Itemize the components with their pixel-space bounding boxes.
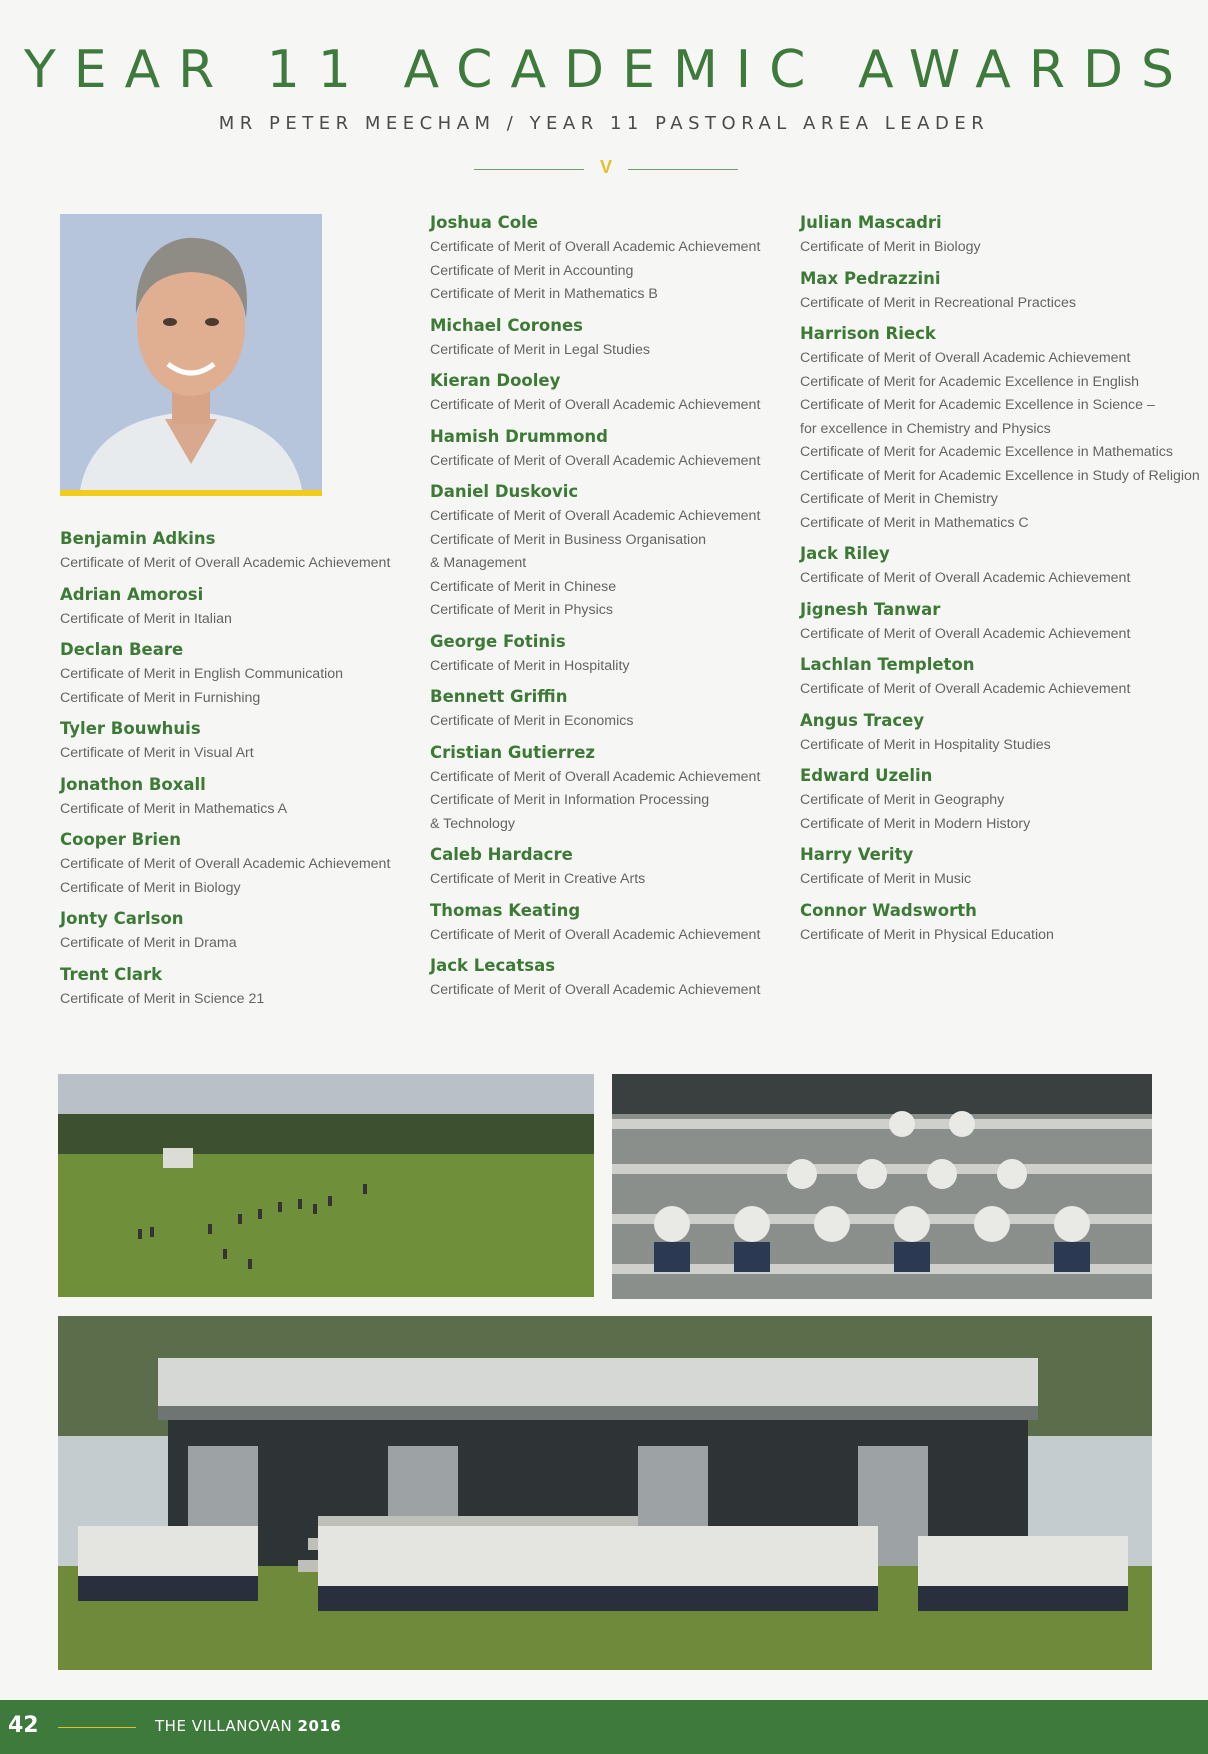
awards-column-1 <box>60 526 430 1017</box>
student-name: Jonty Carlson <box>60 909 184 928</box>
awards-column-2 <box>430 210 800 1009</box>
award-entry <box>430 684 800 734</box>
award-entry <box>800 321 1200 535</box>
student-name: Angus Tracey <box>800 710 925 730</box>
student-name: George Fotinis <box>430 631 566 651</box>
award-line: Certificate of Merit in Chemistry <box>800 491 998 507</box>
award-line: Certificate of Merit of Overall Academic Achievement <box>430 926 761 943</box>
award-line: Certificate of Merit of Overall Academic Achievement <box>800 350 1131 366</box>
student-name: Trent Clark <box>60 964 163 984</box>
student-name: Jonathon Boxall <box>60 774 206 794</box>
award-line: Certificate of Merit in Business Organisation <box>430 531 706 548</box>
award-line: Certificate of Merit in Music <box>800 871 972 887</box>
award-entry <box>800 708 1170 758</box>
student-name: Cristian Gutierrez <box>430 742 595 762</box>
award-line: Certificate of Merit in Biology <box>60 879 241 896</box>
award-line: Certificate of Merit in Information Processing <box>430 792 710 808</box>
award-entry <box>800 597 1170 647</box>
award-entry <box>800 210 1170 260</box>
award-entry <box>60 772 430 822</box>
award-entry <box>800 898 1170 948</box>
award-entry <box>60 906 430 956</box>
award-line: for excellence in Chemistry and Physics <box>800 420 1051 437</box>
award-entry <box>800 763 1170 836</box>
student-name: Bennett Griffin <box>430 687 568 706</box>
award-entry <box>60 827 430 900</box>
award-entry <box>430 740 800 837</box>
page-footer <box>0 1700 1208 1754</box>
award-line: Certificate of Merit of Overall Academic Achievement <box>430 982 761 998</box>
student-name: Jack Lecatsas <box>430 956 556 975</box>
award-entry <box>800 842 1170 892</box>
award-line: Certificate of Merit in Mathematics C <box>800 514 1029 531</box>
award-entry <box>60 526 430 576</box>
villanova-logo-icon: V <box>599 157 612 177</box>
award-line: Certificate of Merit for Academic Excellence in English <box>800 373 1140 390</box>
divider-line-left <box>474 169 584 170</box>
award-line: Certificate of Merit in Creative Arts <box>430 871 646 887</box>
award-line: Certificate of Merit in Mathematics B <box>430 286 658 302</box>
student-name: Connor Wadsworth <box>800 900 977 920</box>
page-number: 42 <box>8 1713 39 1738</box>
award-line: Certificate of Merit in Drama <box>60 935 237 951</box>
sports-field-photo <box>58 1074 594 1297</box>
student-name: Declan Beare <box>60 640 184 659</box>
award-line: Certificate of Merit in Hospitality <box>430 657 630 674</box>
student-name: Harrison Rieck <box>800 324 936 343</box>
award-line: Certificate of Merit in Recreational Practices <box>800 294 1076 311</box>
award-line: Certificate of Merit of Overall Academic Achievement <box>800 681 1131 697</box>
publication-name <box>155 1717 341 1735</box>
student-name: Tyler Bouwhuis <box>60 719 201 738</box>
student-name: Caleb Hardacre <box>430 845 573 864</box>
award-entry <box>430 368 800 418</box>
award-line: Certificate of Merit in Mathematics A <box>60 800 288 817</box>
award-line: Certificate of Merit of Overall Academic Achievement <box>60 555 391 571</box>
student-name: Daniel Duskovic <box>430 482 579 501</box>
student-name: Harry Verity <box>800 845 914 864</box>
award-line: Certificate of Merit of Overall Academic Achievement <box>430 239 761 255</box>
student-name: Thomas Keating <box>430 900 581 920</box>
award-line: Certificate of Merit for Academic Excellence in Science – <box>800 397 1155 413</box>
student-name: Michael Corones <box>430 315 584 335</box>
leader-portrait-photo <box>60 214 322 496</box>
award-entry <box>430 629 800 679</box>
award-entry <box>430 898 800 948</box>
award-line: Certificate of Merit of Overall Academic Achievement <box>800 625 1131 642</box>
award-line: Certificate of Merit of Overall Academic Achievement <box>430 452 761 469</box>
award-line: Certificate of Merit in Chinese <box>430 578 617 595</box>
student-name: Max Pedrazzini <box>800 268 941 288</box>
award-line: & Management <box>430 555 527 571</box>
award-entry <box>60 962 430 1012</box>
award-line: Certificate of Merit in Physical Education <box>800 926 1054 943</box>
award-line: Certificate of Merit in Legal Studies <box>430 341 651 358</box>
award-line: Certificate of Merit in Visual Art <box>60 745 254 761</box>
student-name: Adrian Amorosi <box>60 584 204 604</box>
title-divider <box>474 157 738 178</box>
student-name: Hamish Drummond <box>430 426 608 446</box>
awards-column-3 <box>800 210 1200 953</box>
award-entry <box>430 424 800 474</box>
footer-rule <box>58 1727 136 1728</box>
year-group-photo <box>58 1316 1152 1670</box>
student-name: Cooper Brien <box>60 830 181 849</box>
award-line: Certificate of Merit in Furnishing <box>60 689 261 706</box>
student-name: Benjamin Adkins <box>60 529 216 548</box>
award-entry <box>60 582 430 632</box>
award-entry <box>60 637 430 710</box>
publication-title: THE VILLANOVAN <box>155 1717 293 1735</box>
award-line: Certificate of Merit of Overall Academic Achievement <box>430 508 761 524</box>
award-line: Certificate of Merit in Science 21 <box>60 990 265 1007</box>
publication-year: 2016 <box>297 1717 342 1735</box>
award-entry <box>800 652 1170 702</box>
student-name: Jignesh Tanwar <box>800 599 941 619</box>
divider-line-right <box>628 169 738 170</box>
award-line: Certificate of Merit for Academic Excellence in Study of Religion <box>800 467 1200 484</box>
student-name: Joshua Cole <box>430 213 538 232</box>
award-line: & Technology <box>430 815 515 832</box>
award-line: Certificate of Merit in Physics <box>430 602 613 618</box>
award-line: Certificate of Merit in Biology <box>800 239 981 255</box>
student-name: Lachlan Templeton <box>800 655 975 674</box>
award-line: Certificate of Merit in Accounting <box>430 262 634 279</box>
student-name: Jack Riley <box>800 544 890 563</box>
students-grandstand-photo <box>612 1074 1152 1299</box>
award-entry <box>800 541 1170 591</box>
student-name: Julian Mascadri <box>800 213 942 232</box>
award-line: Certificate of Merit in Italian <box>60 610 232 627</box>
page-title: YEAR 11 ACADEMIC AWARDS <box>23 40 1193 100</box>
award-line: Certificate of Merit for Academic Excellence in Mathematics <box>800 444 1173 460</box>
award-entry <box>430 953 800 1003</box>
page-subtitle: MR PETER MEECHAM / YEAR 11 PASTORAL AREA LEADER <box>218 113 990 134</box>
award-line: Certificate of Merit of Overall Academic Achievement <box>430 768 761 785</box>
award-line: Certificate of Merit in Hospitality Studies <box>800 736 1051 753</box>
award-entry <box>60 716 430 766</box>
award-entry <box>430 210 800 307</box>
student-name: Kieran Dooley <box>430 371 561 390</box>
award-line: Certificate of Merit in Geography <box>800 792 1005 808</box>
award-line: Certificate of Merit of Overall Academic Achievement <box>60 856 391 872</box>
award-entry <box>800 266 1170 316</box>
student-name: Edward Uzelin <box>800 766 933 785</box>
award-line: Certificate of Merit of Overall Academic Achievement <box>800 570 1131 586</box>
award-line: Certificate of Merit in Modern History <box>800 815 1031 832</box>
award-line: Certificate of Merit in Economics <box>430 713 634 729</box>
award-entry <box>430 842 800 892</box>
award-line: Certificate of Merit of Overall Academic Achievement <box>430 397 761 413</box>
award-entry <box>430 479 800 623</box>
award-line: Certificate of Merit in English Communication <box>60 666 344 682</box>
award-entry <box>430 313 800 363</box>
